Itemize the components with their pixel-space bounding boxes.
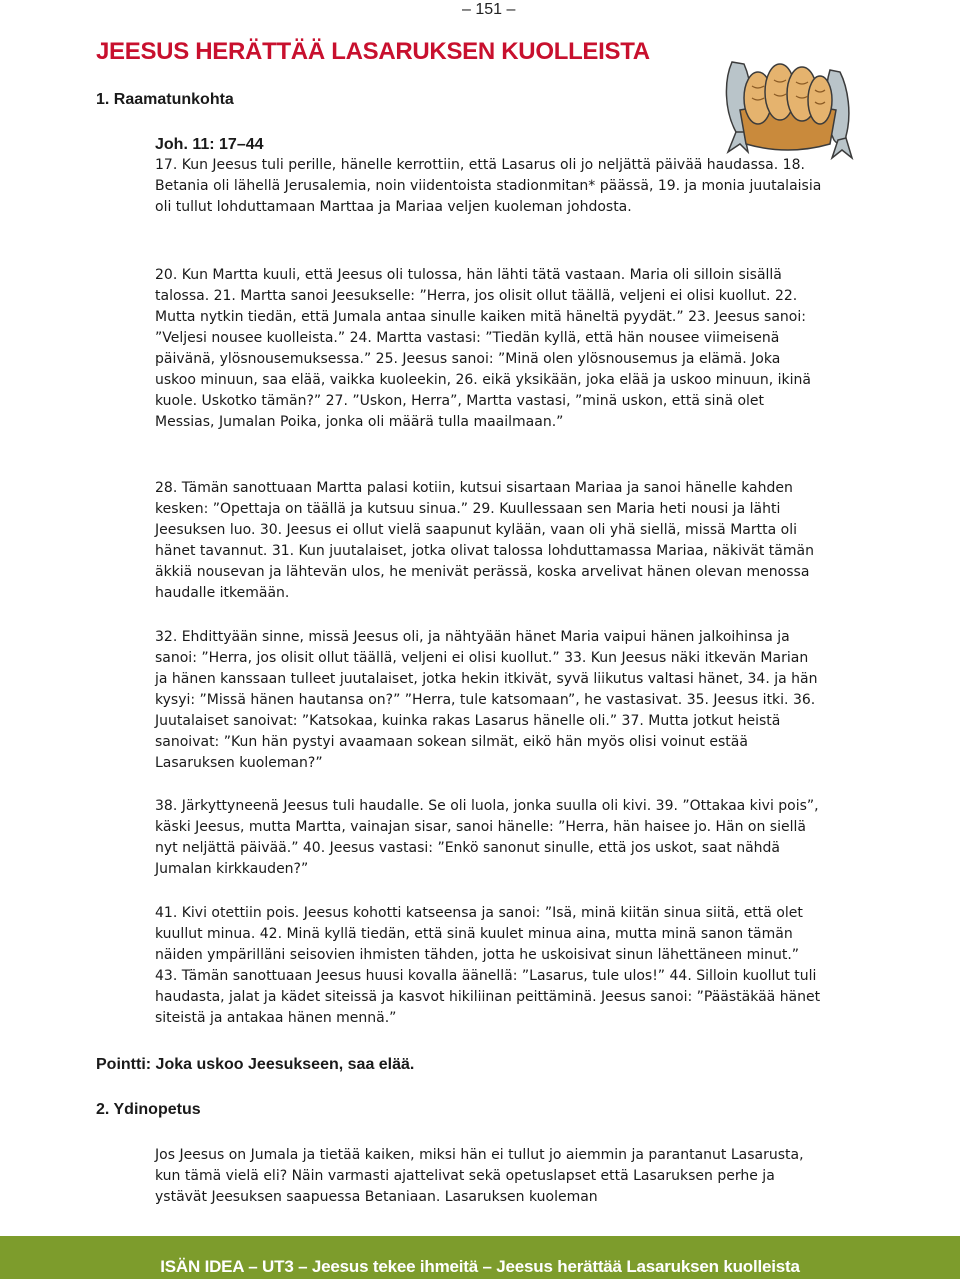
section-heading-raamatunkohta: 1. Raamatunkohta: [96, 91, 234, 108]
bible-reference: Joh. 11: 17–44: [155, 136, 264, 153]
scripture-paragraph: 41. Kivi otettiin pois. Jeesus kohotti katseensa ja sanoi: ”Isä, minä kiitän sinua siitä, että olet kuullut minua. 42. Minä kyllä tiedän, että sinä kuulet minua aina, mutta minä sanon tämän näiden ympärilläni seisovien ihmisten tähden, jotta he uskoisivat sinun lähettäneen minut.” 43. Tämän sanottuaan Jeesus huusi kovalla äänellä: ”Lasarus, tule ulos!” 44. Silloin kuollut tuli haudasta, jalat ja kädet siteissä ja kasvot hikiliinan peittäminä. Jeesus sanoi: ”Päästäkää hänet siteistä ja antakaa hänen mennä.”: [155, 905, 821, 1026]
scripture-paragraph: 17. Kun Jeesus tuli perille, hänelle kerrottiin, että Lasarus oli jo neljättä päivää haudassa. 18. Betania oli lähellä Jerusalemia, noin viidentoista stadionmitan* päässä, 19. ja monia juutalaisia oli tullut lohduttamaan Marttaa ja Mariaa veljen kuoleman johdosta.: [155, 157, 822, 215]
scripture-paragraph: 20. Kun Martta kuuli, että Jeesus oli tulossa, hän lähti tätä vastaan. Maria oli silloin sisällä talossa. 21. Martta sanoi Jeesukselle: ”Herra, jos olisit ollut täällä, veljeni ei olisi kuollut. 22. Mutta nytkin tiedän, että Jumala antaa sinulle kaiken mitä häneltä pyydät.” 23. Jeesus sanoi: ”Veljesi nousee kuolleista.” 24. Martta vastasi: ”Tiedän kyllä, että hän nousee viimeisenä päivänä, ylösnousemuksessa.” 25. Jeesus sanoi: ”Minä olen ylösnousemus ja elämä. Joka uskoo minuun, saa elää, vaikka kuoleekin, 26. eikä yksikään, joka elää ja uskoo minuun, ikinä kuole. Uskotko tämän?” 27. ”Uskon, Herra”, Martta vastasi, ”minä uskon, että sinä olet Messias, Jumalan Poika, jonka oli määrä tulla maailmaan.”: [155, 267, 811, 430]
section-heading-ydinopetus: 2. Ydinopetus: [96, 1101, 201, 1118]
bread-and-fish-icon: [718, 40, 858, 160]
page-title: JEESUS HERÄTTÄÄ LASARUKSEN KUOLLEISTA: [96, 38, 650, 65]
page-number: – 151 –: [462, 1, 516, 18]
scripture-paragraph: 28. Tämän sanottuaan Martta palasi kotiin, kutsui sisartaan Mariaa ja sanoi hänelle kahden kesken: ”Opettaja on täällä ja kutsuu sinua.” 29. Kuullessaan sen Maria heti nousi ja lähti Jeesuksen luo. 30. Jeesus ei ollut vielä saapunut kylään, vaan oli yhä siellä, missä Martta oli hänet tavannut. 31. Kun juutalaiset, jotka olivat talossa lohduttamassa Mariaa, näkivät tämän äkkiä nousevan ja lähtevän ulos, he menivät perässä, koska arvelivat hänen olevan menossa haudalle itkemään.: [155, 480, 814, 601]
scripture-paragraph: 32. Ehdittyään sinne, missä Jeesus oli, ja nähtyään hänet Maria vaipui hänen jalkoihinsa ja sanoi: ”Herra, jos olisit ollut täällä, veljeni ei olisi kuollut.” 33. Kun Jeesus näki itkevän Marian ja hänen kanssaan tulleet juutalaiset, jotka hekin itkivät, syvä liikutus valtasi hänet, 34. ja hän kysyi: ”Missä hänen hautansa on?” ”Herra, tule katsomaan”, he vastasivat. 35. Jeesus itki. 36. Juutalaiset sanoivat: ”Katsokaa, kuinka rakas Lasarus hänelle oli.” 37. Mutta jotkut heistä sanoivat: ”Kun hän pystyi avaamaan sokean silmät, eikö hän myös olisi voinut estää Lasaruksen kuoleman?”: [155, 629, 818, 771]
lesson-point: Pointti: Joka uskoo Jeesukseen, saa elää.: [96, 1056, 415, 1073]
core-teaching-paragraph: Jos Jeesus on Jumala ja tietää kaiken, miksi hän ei tullut jo aiemmin ja parantanut Lasarusta, kun tämä vielä eli? Näin varmasti ajattelivat sekä opetuslapset että Lasaruksen perhe ja ystävät Jeesuksen saapuessa Betaniaan. Lasaruksen kuoleman: [155, 1147, 804, 1205]
scripture-paragraph: 38. Järkyttyneenä Jeesus tuli haudalle. Se oli luola, jonka suulla oli kivi. 39. ”Ottakaa kivi pois”, käski Jeesus, mutta Martta, vainajan sisar, sanoi hänelle: ”Herra, hän haisee jo. Hän on siellä nyt neljättä päivää.” 40. Jeesus vastasi: ”Enkö sanonut sinulle, että jos uskot, saat nähdä Jumalan kirkkauden?”: [155, 798, 819, 877]
footer-title: ISÄN IDEA – UT3 – Jeesus tekee ihmeitä – Jeesus herättää Lasaruksen kuolleista: [160, 1257, 800, 1276]
